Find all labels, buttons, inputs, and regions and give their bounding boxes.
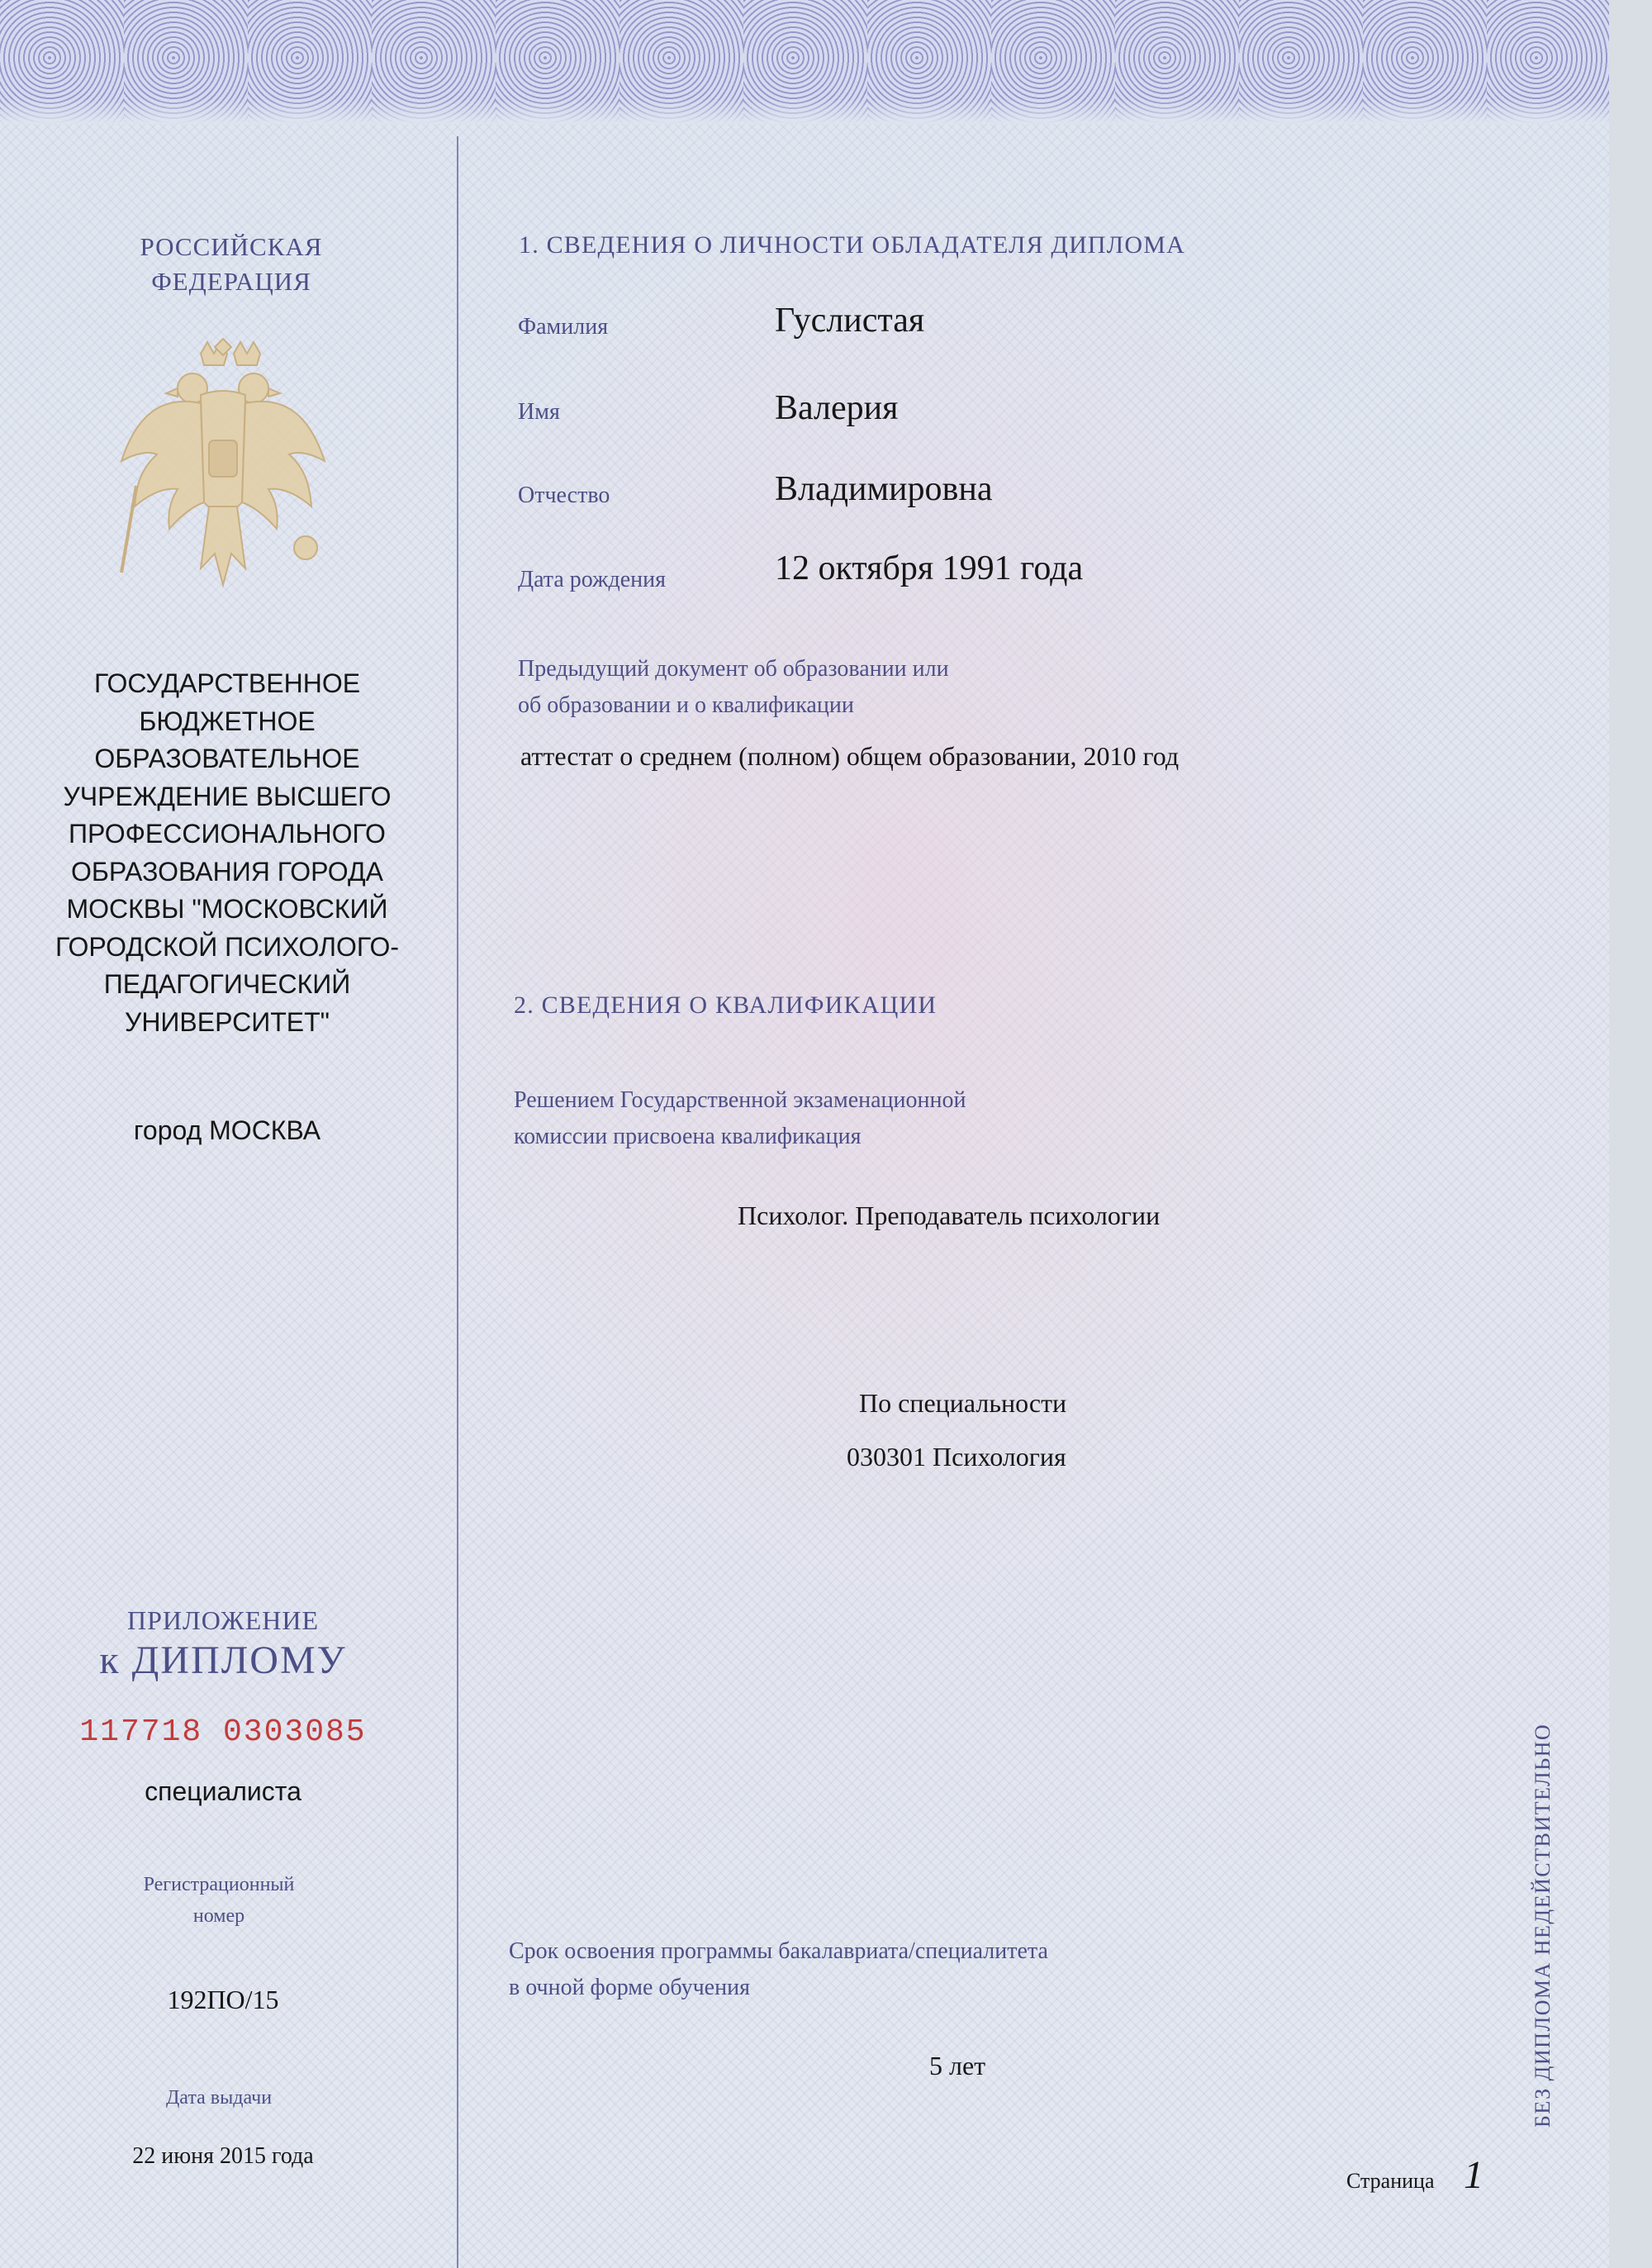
study-duration-label [509,1933,1048,2006]
serial-number: 117718 0303085 [79,1714,367,1750]
country-line-2: ФЕДЕРАЦИЯ [151,267,311,296]
name-label: Имя [518,399,560,425]
validity-note: БЕЗ ДИПЛОМА НЕДЕЙСТВИТЕЛЬНО [1531,1723,1555,2128]
institution-line: БЮДЖЕТНОЕ [139,706,316,736]
appendix-subtitle: к ДИПЛОМУ [99,1638,347,1682]
country-name [83,230,380,299]
issue-date-label: Дата выдачи [165,2087,273,2109]
specialty-label: По специальности [859,1388,1067,1418]
appendix-title: ПРИЛОЖЕНИЕ [126,1605,319,1635]
patronymic-label: Отчество [518,483,610,508]
degree-level: специалиста [145,1776,301,1806]
section2-title: 2. СВЕДЕНИЯ О КВАЛИФИКАЦИИ [514,991,938,1019]
patronymic-value: Владимировна [775,470,993,508]
institution-line: ОБРАЗОВАТЕЛЬНОЕ [94,744,360,773]
issue-date: 22 июня 2015 года [132,2143,314,2169]
page-number: 1 [1464,2153,1483,2197]
section1-title: 1. СВЕДЕНИЯ О ЛИЧНОСТИ ОБЛАДАТЕЛЯ ДИПЛОМА [519,231,1185,259]
specialty-value: 030301 Психология [847,1442,1066,1472]
institution-line: МОСКВЫ "МОСКОВСКИЙ [66,894,388,924]
institution-line: ПЕДАГОГИЧЕСКИЙ [103,969,351,999]
qualification-decision-label-line: комиссии присвоена квалификация [514,1124,862,1149]
previous-document-label [518,651,949,724]
birth-date-value: 12 октября 1991 года [775,549,1084,587]
registration-label-line: Регистрационный [143,1874,295,1895]
previous-document-value: аттестат о среднем (полном) общем образовании, 2010 год [520,741,1180,771]
study-duration-label-line: в очной форме обучения [509,1975,750,2000]
qualification-decision-label-line: Решением Государственной экзаменационной [514,1087,966,1113]
previous-document-label-line: об образовании и о квалификации [518,692,854,718]
institution-line: ПРОФЕССИОНАЛЬНОГО [69,819,386,849]
study-duration-label-line: Срок освоения программы бакалавриата/специалитета [509,1938,1048,1964]
surname-value: Гуслистая [775,302,925,340]
study-duration-value: 5 лет [929,2051,986,2080]
name-value: Валерия [775,389,899,427]
registration-number: 192ПО/15 [167,1985,279,2014]
institution-name [25,665,430,1041]
institution-line: УЧРЕЖДЕНИЕ ВЫСШЕГО [63,781,392,811]
city: город МОСКВА [133,1115,321,1145]
column-divider [457,136,458,2268]
guilloche-border [0,0,1609,124]
double-headed-eagle-emblem-icon [103,337,343,593]
institution-line: ГОРОДСКОЙ ПСИХОЛОГО- [55,931,399,962]
birth-date-label: Дата рождения [518,567,666,592]
qualification-value: Психолог. Преподаватель психологии [738,1201,1161,1230]
institution-line: УНИВЕРСИТЕТ" [124,1006,330,1037]
qualification-decision-label [514,1082,966,1155]
registration-label [83,1869,355,1932]
institution-line: ГОСУДАРСТВЕННОЕ [93,668,361,698]
institution-line: ОБРАЗОВАНИЯ ГОРОДА [71,856,383,887]
previous-document-label-line: Предыдущий документ об образовании или [518,656,949,682]
country-line-1: РОССИЙСКАЯ [140,232,323,261]
registration-label-line: номер [192,1905,245,1927]
surname-label: Фамилия [518,314,609,340]
page-label: Страница [1346,2169,1435,2193]
